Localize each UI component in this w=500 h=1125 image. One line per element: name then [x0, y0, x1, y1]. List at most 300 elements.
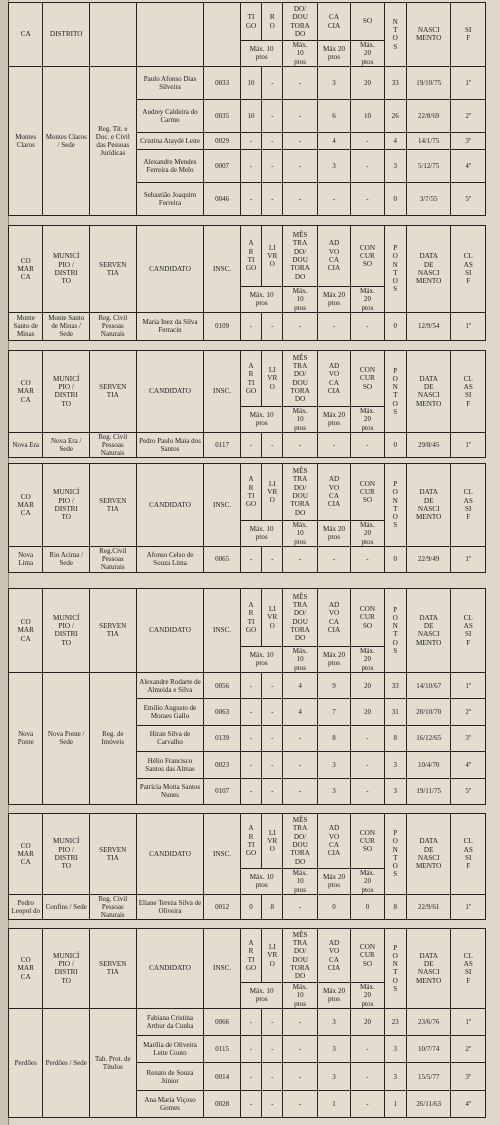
max-concurso: Máx. 20 ptos: [351, 521, 384, 547]
nascimento-value: 26/11/63: [406, 1090, 451, 1117]
artigo-value: -: [240, 752, 261, 778]
col-nascimento: DATA DE NASCI MENTO: [406, 464, 451, 547]
artigo-value: -: [240, 1036, 261, 1063]
classif-value: 4º: [451, 150, 486, 183]
col-insc: INSC.: [204, 351, 240, 433]
col-nascimento: DATA DE NASCI MENTO: [406, 351, 451, 433]
nascimento-value: 19/11/75: [406, 778, 451, 804]
col-classif: CL AS SI F: [451, 929, 486, 1009]
col-livro: R O: [262, 3, 283, 41]
livro-value: -: [262, 99, 283, 132]
concurso-value: 20: [351, 672, 384, 698]
insc-number: 0056: [204, 672, 240, 698]
nascimento-value: 22/8/69: [406, 99, 451, 132]
municipio-cell: Confins / Sede: [43, 894, 90, 919]
nascimento-value: 19/10/75: [406, 66, 451, 99]
serventia-block: [8, 350, 486, 457]
livro-value: -: [262, 1036, 283, 1063]
artigo-value: -: [240, 546, 261, 572]
mestrado-value: -: [283, 752, 317, 778]
concurso-value: 20: [351, 66, 384, 99]
concurso-value: -: [351, 725, 384, 751]
col-serventia: SERVEN TIA: [90, 929, 137, 1009]
col-advocacia: AD VO CA CIA: [317, 929, 350, 983]
mestrado-value: -: [283, 99, 317, 132]
insc-number: 0012: [204, 894, 240, 919]
col-livro: LI VR O: [262, 929, 283, 983]
pontos-value: 0: [384, 432, 406, 457]
insc-number: 0029: [204, 132, 240, 149]
results-table: [8, 588, 486, 805]
artigo-value: 10: [240, 66, 261, 99]
col-livro: LI VR O: [262, 351, 283, 407]
mestrado-value: -: [283, 725, 317, 751]
classif-value: 1º: [451, 546, 486, 572]
candidato-name: Fabiana Cristina Arthur da Cunha: [136, 1008, 204, 1035]
col-pontos: P O N T O S: [384, 226, 406, 313]
col-insc: INSC.: [204, 226, 240, 313]
col-pontos: P O N T O S: [384, 351, 406, 433]
col-concurso: CON CUR SO: [351, 929, 384, 983]
artigo-value: -: [240, 699, 261, 725]
insc-number: 0107: [204, 778, 240, 804]
insc-number: 0065: [204, 546, 240, 572]
header-row: [9, 929, 486, 983]
col-municipio: MUNICÍ PIO / DISTRI TO: [43, 814, 90, 895]
col-livro: LI VR O: [262, 226, 283, 287]
advocacia-value: 3: [317, 1036, 350, 1063]
results-table: [8, 350, 486, 458]
pontos-value: 26: [384, 99, 406, 132]
pontos-value: 0: [384, 183, 406, 216]
mestrado-value: 4: [283, 699, 317, 725]
comarca-cell: Monte Santo de Minas: [9, 312, 43, 340]
classif-value: 1º: [451, 432, 486, 457]
artigo-value: -: [240, 725, 261, 751]
pontos-value: 8: [384, 894, 406, 919]
col-nascimento: NASCI MENTO: [406, 3, 451, 67]
col-serventia: SERVEN TIA: [90, 464, 137, 547]
col-candidato: CANDIDATO: [136, 351, 204, 433]
results-table: [8, 463, 486, 573]
insc-number: 0023: [204, 752, 240, 778]
serventia-cell: Reg. Tít. e Doc. e Civil das Pessoas Jurídicas: [90, 66, 137, 215]
artigo-value: -: [240, 150, 261, 183]
col-pontos: P O N T O S: [384, 814, 406, 895]
artigo-value: 0: [240, 894, 261, 919]
candidate-row: [9, 672, 486, 698]
max-advocacia: Máx 20 ptos: [317, 647, 350, 673]
serventia-cell: Tab. Prot. de Títulos: [90, 1008, 137, 1117]
artigo-value: 10: [240, 99, 261, 132]
col-nascimento: DATA DE NASCI MENTO: [406, 814, 451, 895]
max-advocacia: Máx 20 ptos: [317, 869, 350, 895]
advocacia-value: 9: [317, 672, 350, 698]
insc-number: 0139: [204, 725, 240, 751]
header-row: [9, 351, 486, 407]
serventia-block: [8, 928, 486, 1118]
header-row: [9, 814, 486, 869]
artigo-value: -: [240, 672, 261, 698]
col-mestrado: MÊS TRA DO/ DOU TORA DO: [283, 351, 317, 407]
results-table: [8, 928, 486, 1118]
col-pontos: P O N T O S: [384, 464, 406, 547]
col-pontos: P O N T O S: [384, 929, 406, 1009]
advocacia-value: 3: [317, 778, 350, 804]
pontos-value: 1: [384, 1090, 406, 1117]
livro-value: -: [262, 1063, 283, 1090]
col-comarca: CA: [9, 3, 43, 67]
max-advocacia: Máx 20 ptos: [317, 407, 350, 433]
pontos-value: 0: [384, 546, 406, 572]
col-candidato: CANDIDATO: [136, 464, 204, 547]
max-artigo-livro: Máx. 10 ptos: [240, 983, 283, 1009]
col-comarca: CO MAR CA: [9, 814, 43, 895]
artigo-value: -: [240, 1063, 261, 1090]
max-artigo-livro: Máx. 10 ptos: [240, 521, 283, 547]
max-mestrado: Máx. 10 ptos: [283, 647, 317, 673]
col-artigo: A R TI GO: [240, 464, 261, 521]
artigo-value: -: [240, 1008, 261, 1035]
col-advocacia: CA CIA: [317, 3, 350, 41]
municipio-cell: Montes Claros / Sede: [43, 66, 90, 215]
candidato-name: Pedro Paulo Maia dos Santos: [136, 432, 204, 457]
candidato-name: Paulo Afonso Dias Silveira: [136, 66, 204, 99]
col-artigo: A R TI GO: [240, 929, 261, 983]
col-comarca: CO MAR CA: [9, 226, 43, 313]
artigo-value: -: [240, 312, 261, 340]
insc-number: 0117: [204, 432, 240, 457]
results-table: [8, 225, 486, 341]
candidato-name: Ana Maria Viçoso Gomes: [136, 1090, 204, 1117]
advocacia-value: 3: [317, 150, 350, 183]
classif-value: 3º: [451, 725, 486, 751]
candidate-row: [9, 432, 486, 457]
insc-number: 0115: [204, 1036, 240, 1063]
col-classif: CL AS SI F: [451, 814, 486, 895]
nascimento-value: 23/6/76: [406, 1008, 451, 1035]
col-artigo: TI GO: [240, 3, 261, 41]
pontos-value: 23: [384, 1008, 406, 1035]
pontos-value: 31: [384, 699, 406, 725]
mestrado-value: -: [283, 312, 317, 340]
pontos-value: 4: [384, 132, 406, 149]
col-artigo: A R TI GO: [240, 589, 261, 647]
candidate-row: [9, 546, 486, 572]
candidate-row: [9, 312, 486, 340]
insc-number: 0028: [204, 1090, 240, 1117]
col-insc: INSC.: [204, 929, 240, 1009]
col-municipio: MUNICÍ PIO / DISTRI TO: [43, 589, 90, 673]
results-table: [8, 813, 486, 920]
livro-value: -: [262, 66, 283, 99]
max-artigo-livro: Máx. 10 ptos: [240, 647, 283, 673]
nascimento-value: 22/9/61: [406, 894, 451, 919]
classif-value: 5º: [451, 778, 486, 804]
pontos-value: 33: [384, 66, 406, 99]
classif-value: 3º: [451, 132, 486, 149]
col-classif: CL AS SI F: [451, 589, 486, 673]
livro-value: -: [262, 150, 283, 183]
pontos-value: 3: [384, 778, 406, 804]
municipio-cell: Perdões / Sede: [43, 1008, 90, 1117]
concurso-value: -: [351, 1090, 384, 1117]
serventia-cell: Reg. de Imóveis: [90, 672, 137, 804]
concurso-value: 10: [351, 99, 384, 132]
col-mestrado: DO/ DOU TORA DO: [283, 3, 317, 41]
nascimento-value: 20/10/70: [406, 699, 451, 725]
insc-number: 0014: [204, 1063, 240, 1090]
col-mestrado: MÊS TRA DO/ DOU TORA DO: [283, 929, 317, 983]
concurso-value: -: [351, 1063, 384, 1090]
livro-value: -: [262, 312, 283, 340]
insc-number: 0033: [204, 66, 240, 99]
classif-value: 1º: [451, 1008, 486, 1035]
mestrado-value: -: [283, 894, 317, 919]
concurso-value: -: [351, 132, 384, 149]
col-serventia: SERVEN TIA: [90, 226, 137, 313]
max-advocacia: Máx 20 ptos: [317, 521, 350, 547]
nascimento-value: 14/1/75: [406, 132, 451, 149]
col-candidato: CANDIDATO: [136, 814, 204, 895]
col-mestrado: MÊS TRA DO/ DOU TORA DO: [283, 464, 317, 521]
col-municipio: MUNICÍ PIO / DISTRI TO: [43, 929, 90, 1009]
candidato-name: Alexandre Mendes Ferreira de Melo: [136, 150, 204, 183]
serventia-block: [8, 2, 486, 216]
nascimento-value: 15/5/77: [406, 1063, 451, 1090]
livro-value: -: [262, 546, 283, 572]
candidate-row: [9, 894, 486, 919]
mestrado-value: -: [283, 66, 317, 99]
pontos-value: 8: [384, 725, 406, 751]
candidato-name: Emílio Augusto de Moraes Gallo: [136, 699, 204, 725]
candidato-name: Hiran Silva de Carvalho: [136, 725, 204, 751]
col-classif: CL AS SI F: [451, 464, 486, 547]
col-comarca: CO MAR CA: [9, 589, 43, 673]
artigo-value: -: [240, 778, 261, 804]
col-livro: LI VR O: [262, 589, 283, 647]
serventia-block: [8, 463, 486, 573]
max-artigo-livro: Máx. 10 ptos: [240, 869, 283, 895]
advocacia-value: 3: [317, 1063, 350, 1090]
mestrado-value: -: [283, 1008, 317, 1035]
advocacia-value: 8: [317, 725, 350, 751]
max-mestrado: Máx. 10 ptos: [283, 869, 317, 895]
classif-value: 2º: [451, 99, 486, 132]
col-concurso: CON CUR SO: [351, 351, 384, 407]
col-concurso: CON CUR SO: [351, 814, 384, 869]
max-advocacia: Máx 20 ptos: [317, 983, 350, 1009]
artigo-value: -: [240, 183, 261, 216]
candidato-name: Afonso Celso de Souza Lima: [136, 546, 204, 572]
mestrado-value: 4: [283, 672, 317, 698]
candidato-name: Hélio Francisco Santos das Almas: [136, 752, 204, 778]
concurso-value: -: [351, 150, 384, 183]
insc-number: 0035: [204, 99, 240, 132]
municipio-cell: Monte Santo de Minas / Sede: [43, 312, 90, 340]
livro-value: -: [262, 699, 283, 725]
advocacia-value: 0: [317, 894, 350, 919]
livro-value: -: [262, 778, 283, 804]
col-candidato: CANDIDATO: [136, 929, 204, 1009]
col-municipio: MUNICÍ PIO / DISTRI TO: [43, 464, 90, 547]
col-municipio: MUNICÍ PIO / DISTRI TO: [43, 351, 90, 433]
concurso-value: -: [351, 183, 384, 216]
candidato-name: Alexandre Rodarte de Almeida e Silva: [136, 672, 204, 698]
col-comarca: CO MAR CA: [9, 929, 43, 1009]
insc-number: 0063: [204, 699, 240, 725]
col-serventia: SERVEN TIA: [90, 351, 137, 433]
max-concurso: Máx. 20 ptos: [351, 407, 384, 433]
nascimento-value: 10/7/74: [406, 1036, 451, 1063]
header-row: [9, 464, 486, 521]
max-mestrado: Máx. 10 ptos: [283, 521, 317, 547]
livro-value: -: [262, 672, 283, 698]
col-mestrado: MÊS TRA DO/ DOU TORA DO: [283, 226, 317, 287]
col-livro: LI VR O: [262, 814, 283, 869]
artigo-value: -: [240, 1090, 261, 1117]
advocacia-value: 7: [317, 699, 350, 725]
insc-number: 0007: [204, 150, 240, 183]
max-concurso: Máx. 20 ptos: [351, 287, 384, 313]
max-concurso: Máx. 20 ptos: [351, 983, 384, 1009]
mestrado-value: -: [283, 432, 317, 457]
candidate-row: [9, 66, 486, 99]
pontos-value: 3: [384, 1063, 406, 1090]
mestrado-value: -: [283, 183, 317, 216]
col-candidato: CANDIDATO: [136, 226, 204, 313]
mestrado-value: -: [283, 778, 317, 804]
nascimento-value: 12/9/54: [406, 312, 451, 340]
col-comarca: CO MAR CA: [9, 464, 43, 547]
col-candidato: [136, 3, 204, 67]
candidato-name: Renato de Souza Júnior: [136, 1063, 204, 1090]
mestrado-value: -: [283, 546, 317, 572]
col-classif: CL AS SI F: [451, 351, 486, 433]
livro-value: -: [262, 432, 283, 457]
insc-number: 0046: [204, 183, 240, 216]
nascimento-value: 29/8/45: [406, 432, 451, 457]
serventia-block: [8, 813, 486, 917]
classif-value: 4º: [451, 1090, 486, 1117]
classif-value: 2º: [451, 1036, 486, 1063]
candidato-name: Patrícia Motta Santos Nunes: [136, 778, 204, 804]
max-artigo-livro: Máx. 10 ptos: [240, 407, 283, 433]
concurso-value: -: [351, 432, 384, 457]
pontos-value: 33: [384, 672, 406, 698]
col-insc: INSC.: [204, 464, 240, 547]
col-artigo: A R TI GO: [240, 351, 261, 407]
nascimento-value: 14/10/67: [406, 672, 451, 698]
col-concurso: CON CUR SO: [351, 589, 384, 647]
concurso-value: 0: [351, 894, 384, 919]
concurso-value: 20: [351, 699, 384, 725]
advocacia-value: 6: [317, 99, 350, 132]
candidato-name: Maria Inez da Silva Ferracin: [136, 312, 204, 340]
col-classif: CL AS SI F: [451, 226, 486, 313]
comarca-cell: Perdões: [9, 1008, 43, 1117]
advocacia-value: -: [317, 183, 350, 216]
nascimento-value: 22/9/49: [406, 546, 451, 572]
max-concurso: Máx. 20 ptos: [351, 647, 384, 673]
concurso-value: -: [351, 1036, 384, 1063]
col-nascimento: DATA DE NASCI MENTO: [406, 226, 451, 313]
insc-number: 0109: [204, 312, 240, 340]
insc-number: 0066: [204, 1008, 240, 1035]
livro-value: -: [262, 1008, 283, 1035]
concurso-value: -: [351, 752, 384, 778]
col-advocacia: AD VO CA CIA: [317, 589, 350, 647]
header-row: [9, 226, 486, 287]
serventia-block: [8, 588, 486, 805]
candidato-name: Marília de Oliveira Leite Couto: [136, 1036, 204, 1063]
municipio-cell: Rio Acima / Sede: [43, 546, 90, 572]
classif-value: 3º: [451, 1063, 486, 1090]
livro-value: 8: [262, 894, 283, 919]
concurso-value: -: [351, 312, 384, 340]
advocacia-value: -: [317, 432, 350, 457]
pontos-value: 3: [384, 1036, 406, 1063]
col-mestrado: MÊS TRA DO/ DOU TORA DO: [283, 814, 317, 869]
classif-value: 2º: [451, 699, 486, 725]
classif-value: 4º: [451, 752, 486, 778]
advocacia-value: -: [317, 546, 350, 572]
col-concurso: CON CUR SO: [351, 464, 384, 521]
municipio-cell: Nova Ponte / Sede: [43, 672, 90, 804]
col-classif: SI F: [451, 3, 486, 67]
livro-value: -: [262, 752, 283, 778]
col-serventia: SERVEN TIA: [90, 814, 137, 895]
nascimento-value: 10/4/70: [406, 752, 451, 778]
livro-value: -: [262, 132, 283, 149]
nascimento-value: 3/7/55: [406, 183, 451, 216]
classif-value: 5º: [451, 183, 486, 216]
col-advocacia: AD VO CA CIA: [317, 226, 350, 287]
max-mestrado: Máx. 10 ptos: [283, 41, 317, 67]
comarca-cell: Nova Ponte: [9, 672, 43, 804]
col-advocacia: AD VO CA CIA: [317, 814, 350, 869]
pontos-value: 3: [384, 150, 406, 183]
pontos-value: 0: [384, 312, 406, 340]
max-advocacia: Máx 20 ptos: [317, 41, 350, 67]
col-insc: INSC.: [204, 589, 240, 673]
max-concurso: Máx. 20 ptos: [351, 41, 384, 67]
mestrado-value: -: [283, 1063, 317, 1090]
col-pontos: N T O S: [384, 3, 406, 67]
artigo-value: -: [240, 132, 261, 149]
col-nascimento: DATA DE NASCI MENTO: [406, 929, 451, 1009]
col-pontos: P O N T O S: [384, 589, 406, 673]
candidato-name: Cristina Ataydé Leite: [136, 132, 204, 149]
col-insc: INSC.: [204, 814, 240, 895]
classif-value: 1º: [451, 66, 486, 99]
col-serventia: [90, 3, 137, 67]
nascimento-value: 5/12/75: [406, 150, 451, 183]
concurso-value: -: [351, 546, 384, 572]
advocacia-value: 4: [317, 132, 350, 149]
advocacia-value: 3: [317, 66, 350, 99]
col-comarca: CO MAR CA: [9, 351, 43, 433]
serventia-block: [8, 225, 486, 341]
candidate-row: [9, 1008, 486, 1035]
livro-value: -: [262, 1090, 283, 1117]
col-nascimento: DATA DE NASCI MENTO: [406, 589, 451, 673]
col-insc: [204, 3, 240, 67]
comarca-cell: Pedro Leopol do: [9, 894, 43, 919]
col-concurso: CON CUR SO: [351, 226, 384, 287]
col-serventia: SERVEN TIA: [90, 589, 137, 673]
max-mestrado: Máx. 10 ptos: [283, 287, 317, 313]
